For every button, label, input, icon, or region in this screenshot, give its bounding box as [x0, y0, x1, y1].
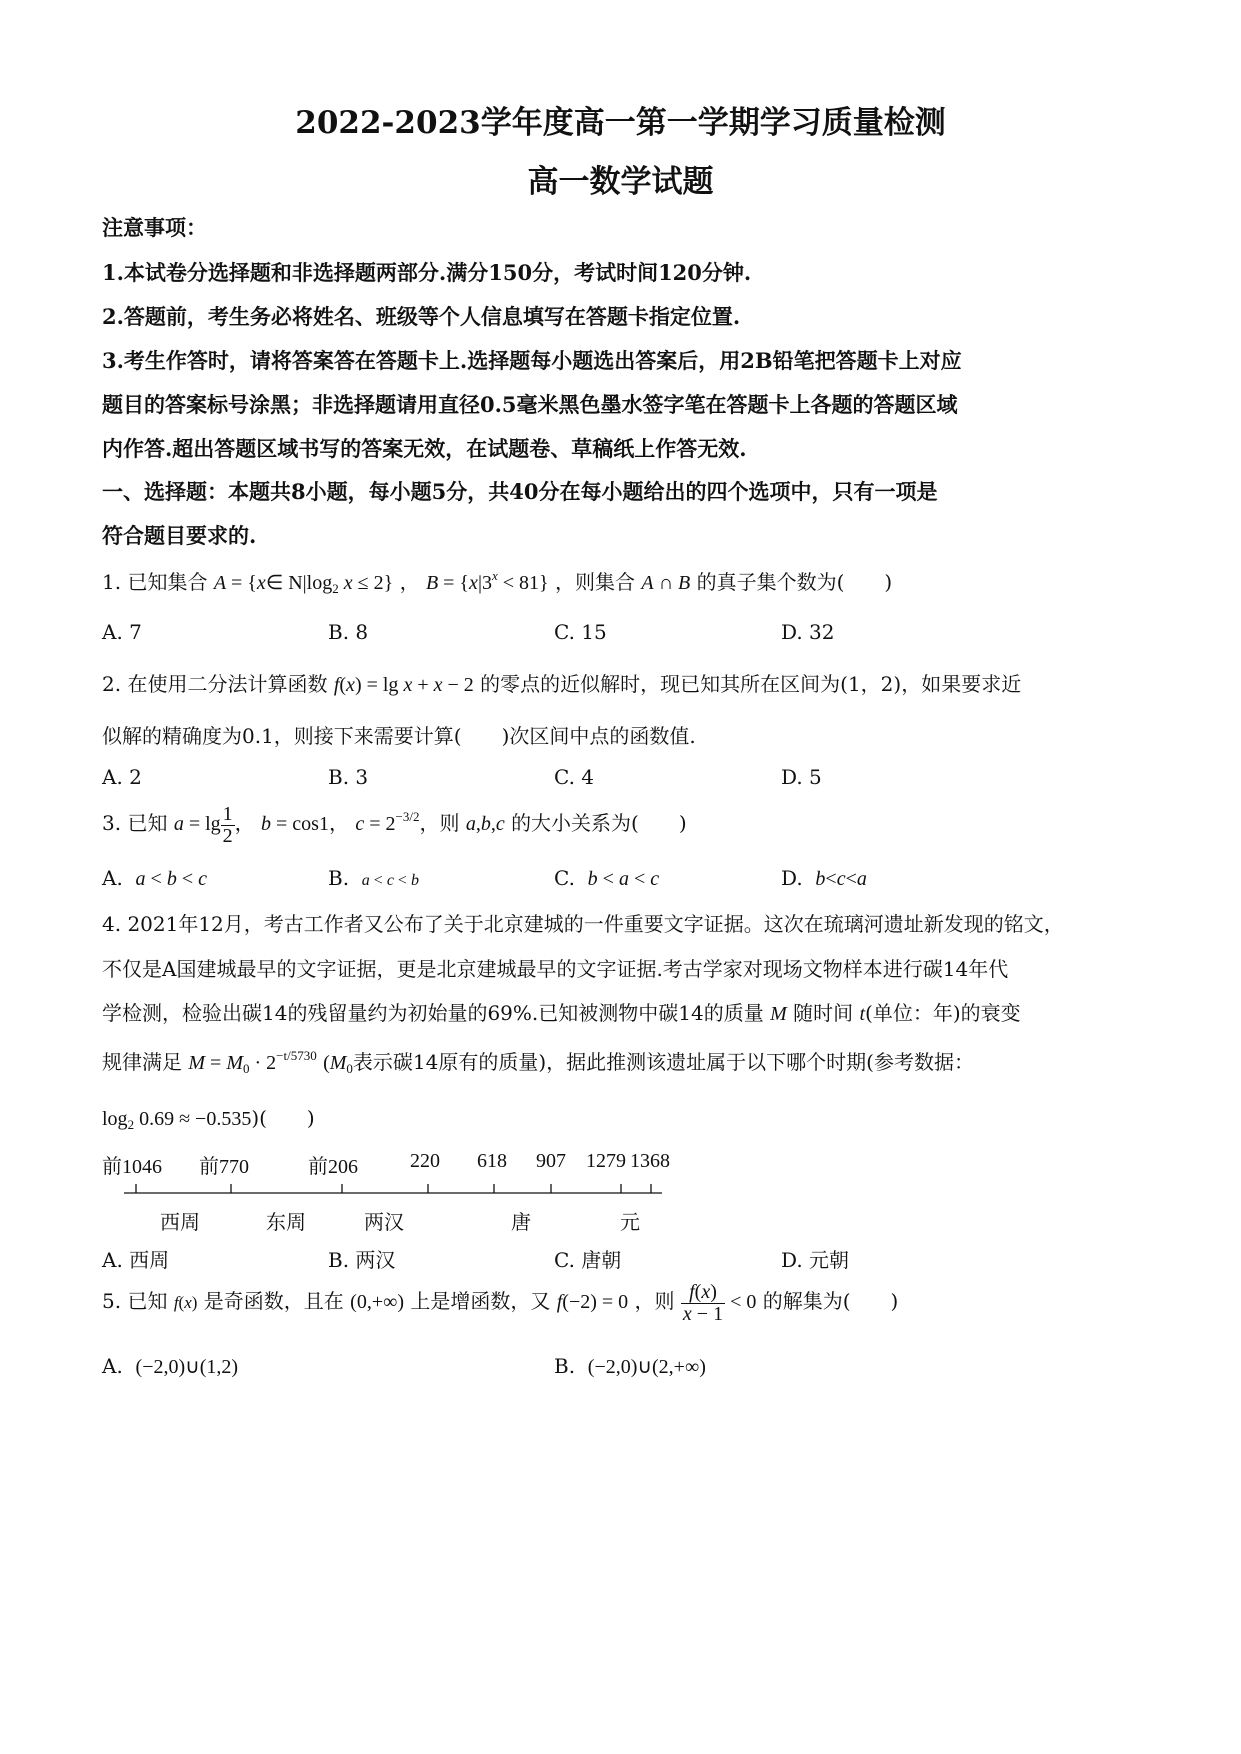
question-4-line4 [102, 1046, 974, 1077]
note-1: 1.本试卷分选择题和非选择题两部分.满分150分，考试时间120分钟. [102, 260, 752, 285]
timeline-dynasty-lianghan: 两汉 [364, 1210, 404, 1234]
timeline-label-907: 907 [536, 1150, 566, 1172]
q2-option-c: C. 4 [554, 765, 595, 789]
q1-set-a: A = {x∈ $N|\log_2$ x ≤ 2} [213, 572, 394, 596]
q4-option-b: B. 两汉 [328, 1248, 396, 1272]
q2-option-b: B. 3 [328, 765, 369, 789]
q4-line4-a: 规律满足 [102, 1050, 182, 1074]
q4-line5-tail: )( ) [251, 1106, 315, 1130]
q3-prefix: 3. 已知 [102, 811, 168, 836]
note-2: 2.答题前，考生务必将姓名、班级等个人信息填写在答题卡指定位置. [102, 304, 741, 329]
q3-a-def: a = lg $\frac{1}{2}$ [173, 803, 233, 847]
question-3 [102, 804, 687, 847]
q4-var-t: t [859, 1003, 866, 1025]
q1-option-a: A. 7 [102, 620, 142, 644]
q4-m0: ($M_0$ [323, 1052, 353, 1076]
section1-heading-line2: 符合题目要求的. [102, 523, 257, 548]
question-5 [102, 1282, 898, 1325]
q4-option-a: A. 西周 [102, 1248, 170, 1272]
q5-inequality: $\frac{f(x)}{x - 1}$ < 0 [682, 1281, 757, 1325]
q3-c-def: $c = 2^{-3/2}$ [355, 809, 420, 836]
q1-option-b: B. 8 [328, 620, 369, 644]
q1-option-c: C. 15 [554, 620, 607, 644]
q4-decay-formula: $M = M_0 \cdot 2^{-t/5730}$ [188, 1048, 317, 1076]
q5-option-a: A. (−2,0)∪(1,2) [102, 1354, 239, 1378]
q5-option-b: B. (−2,0)∪(2,+∞) [554, 1354, 706, 1378]
timeline-dynasty-xizhou: 西周 [160, 1210, 200, 1234]
q1-comma: ， [399, 570, 420, 594]
q3-vars: a,b,c [465, 813, 505, 836]
q1-option-d: D. 32 [781, 620, 835, 644]
timeline-dynasty-dongzhou: 东周 [266, 1210, 306, 1234]
q5-part-c: ，则 [634, 1289, 675, 1314]
q4-line3-b: 随时间 [793, 1001, 854, 1025]
q1-suffix: ，则集合 [554, 570, 635, 594]
q2-option-a: A. 2 [102, 765, 142, 789]
timeline-label-618: 618 [477, 1150, 507, 1172]
q4-ref-data: $\log_2 0.69 \approx -0.535$ [102, 1108, 252, 1132]
note-3-line1: 3.考生作答时，请将答案答在答题卡上.选择题每小题选出答案后，用2B铅笔把答题卡上对应 [102, 348, 962, 373]
q5-part-b: 上是增函数，又 [410, 1289, 551, 1314]
timeline-label-bc206: 前206 [308, 1156, 358, 1178]
notes-heading: 注意事项： [102, 215, 207, 240]
q4-var-m: M [770, 1003, 787, 1025]
question-4-line3 [102, 997, 1021, 1026]
question-4-line2: 不仅是A国建城最早的文字证据，更是北京建城最早的文字证据.考古学家对现场文物样本进行碳14年代 [102, 957, 1009, 981]
question-4-line5 [102, 1102, 315, 1133]
q3-tail: 的大小关系为( ) [511, 811, 687, 836]
timeline-label-1279: 1279 [586, 1150, 626, 1172]
q3-option-a: A. a < b < c [102, 866, 207, 890]
question-2-line2: 似解的精确度为0.1，则接下来需要计算( )次区间中点的函数值. [102, 724, 696, 748]
q3-option-d: D. b<c<a [781, 866, 867, 890]
timeline-dynasty-yuan: 元 [620, 1210, 640, 1234]
q2-suffix: 的零点的近似解时，现已知其所在区间为(1，2)，如果要求近 [480, 672, 1022, 696]
q5-prefix: 5. 已知 [102, 1289, 168, 1314]
q5-fx: f(x) [173, 1293, 198, 1313]
q1-intersection: A ∩ B [641, 572, 691, 594]
q5-tail: 的解集为( ) [762, 1289, 899, 1314]
timeline-label-bc770: 前770 [199, 1156, 249, 1178]
q3-then: ，则 [419, 811, 460, 836]
timeline-label-220: 220 [410, 1150, 440, 1172]
question-1 [102, 566, 892, 597]
question-2 [102, 668, 1021, 697]
timeline-dynasty-tang: 唐 [511, 1210, 531, 1234]
q4-line4-b: 表示碳14原有的质量)，据此推测该遗址属于以下哪个时期(参考数据： [352, 1050, 974, 1074]
q2-function: f(x) = lg x + x − 2 [333, 674, 474, 696]
q4-line3-a: 学检测，检验出碳14的残留量约为初始量的69%.已知被测物中碳14的质量 [102, 1001, 764, 1025]
section1-heading-line1: 一、选择题：本题共8小题，每小题5分，共40分在每小题给出的四个选项中，只有一项是 [102, 479, 938, 504]
q3-b-def: b = cos1 [261, 813, 329, 836]
q5-condition: f(−2) = 0 [556, 1291, 629, 1314]
q3-sep-1: ， [234, 811, 255, 836]
q4-option-c: C. 唐朝 [554, 1248, 622, 1272]
q4-line3-c: (单位：年)的衰变 [865, 1001, 1021, 1025]
q5-interval: (0,+∞) [350, 1291, 405, 1314]
q1-set-b: $B = \{x|3^x < 81\}$ [425, 568, 549, 594]
timeline-label-bc1046: 前1046 [102, 1156, 162, 1178]
q5-part-a: 是奇函数，且在 [203, 1289, 344, 1314]
timeline-label-1368: 1368 [630, 1150, 670, 1172]
q3-option-c: C. b < a < c [554, 866, 660, 890]
q1-prefix: 1. 已知集合 [102, 570, 208, 594]
q3-sep-2: ， [328, 811, 349, 836]
exam-subtitle: 高一数学试题 [527, 164, 714, 200]
q3-option-b: B. a < c < b [328, 866, 419, 890]
exam-title: 2022-2023学年度高一第一学期学习质量检测 [295, 105, 946, 141]
note-3-line3: 内作答.超出答题区域书写的答案无效，在试题卷、草稿纸上作答无效. [102, 436, 747, 461]
note-3-line2: 题目的答案标号涂黑；非选择题请用直径0.5毫米黑色墨水签字笔在答题卡上各题的答题区域 [102, 392, 958, 417]
q2-prefix: 2. 在使用二分法计算函数 [102, 672, 328, 696]
q2-option-d: D. 5 [781, 765, 822, 789]
q4-option-d: D. 元朝 [781, 1248, 850, 1272]
q1-tail: 的真子集个数为( ) [696, 570, 893, 594]
question-4-line1: 4. 2021年12月，考古工作者又公布了关于北京建城的一件重要文字证据。这次在琉璃河遗址新发现的铭文， [102, 912, 1064, 936]
